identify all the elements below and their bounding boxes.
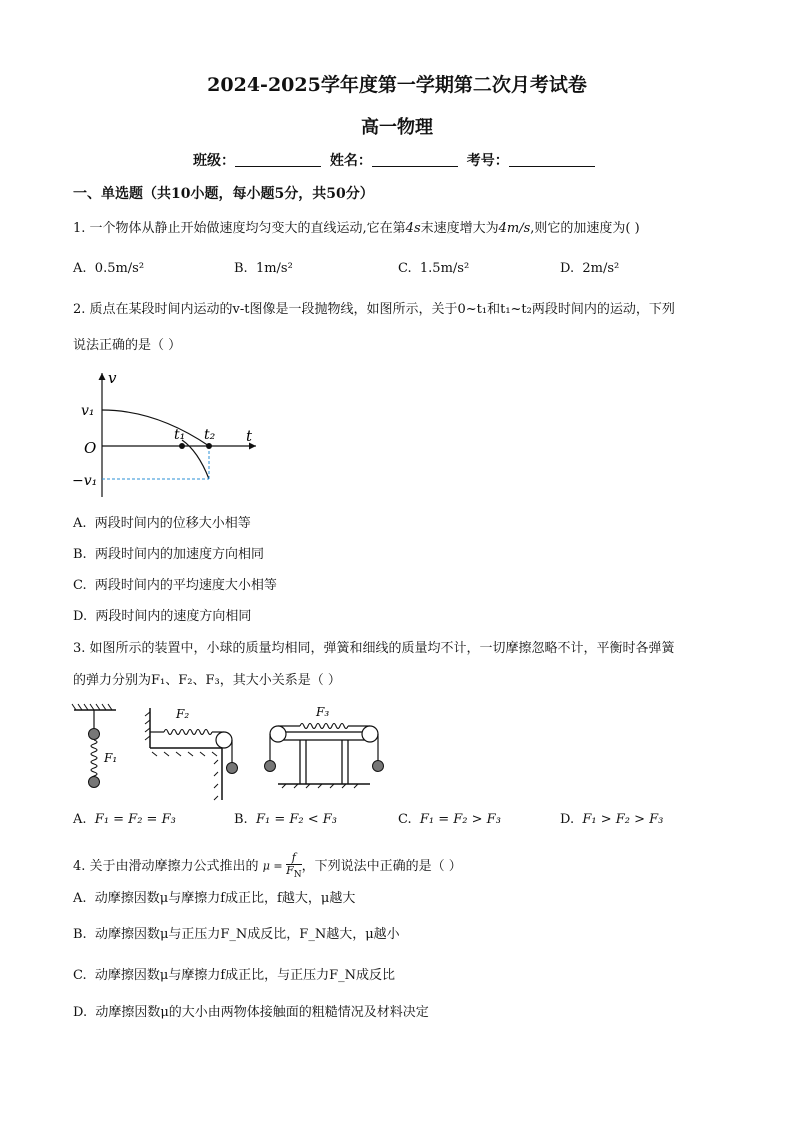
question-4: 4. 关于由滑动摩擦力公式推出的 μ = $\frac{f}{F_N}$ ，下列说法中正确的是（ ） (73, 851, 462, 881)
t2-label: t₂ (204, 427, 216, 443)
class-blank[interactable] (235, 152, 321, 167)
setup-3 (265, 705, 384, 788)
q1-time: 4s (405, 221, 421, 236)
q2-option-d[interactable]: D. 两段时间内的速度方向相同 (73, 609, 252, 624)
q2-option-b[interactable]: B. 两段时间内的加速度方向相同 (73, 547, 264, 562)
v-axis-label: v (108, 369, 117, 387)
q3-line-1: 3. 如图所示的装置中，小球的质量均相同，弹簧和细线的质量均不计，一切摩擦忽略不计，平衡时各弹簧 (73, 641, 675, 656)
name-label: 姓名： (329, 153, 372, 169)
pulley-2 (216, 732, 232, 748)
parabola-curve-1 (102, 410, 209, 446)
spring-apparatus-figure (68, 700, 398, 820)
f1-label: F₁ (104, 751, 118, 765)
friction-formula: μ = $\frac{f}{F_N}$ (262, 851, 302, 881)
q2-option-c[interactable]: C. 两段时间内的平均速度大小相等 (73, 578, 277, 593)
q2-line-2: 说法正确的是（ ） (73, 338, 182, 353)
ball-3-right (373, 761, 384, 772)
v1-label: v₁ (81, 403, 95, 419)
q4-option-b[interactable]: B. 动摩擦因数μ与正压力F_N成反比，F_N越大，μ越小 (73, 927, 400, 942)
q4-option-a[interactable]: A. 动摩擦因数μ与摩擦力f成正比，f越大，μ越大 (73, 891, 356, 906)
table-top (280, 732, 368, 740)
section-heading: 一、单选题（共10小题，每小题5分，共50分） (73, 186, 374, 202)
q1-option-a[interactable]: A. 0.5m/s² (73, 261, 145, 276)
pulley-3-right (362, 726, 378, 742)
exam-subject: 高一物理 (361, 117, 433, 138)
q1-text-a: 1. 一个物体从静止开始做速度均匀变大的直线运动,它在第 (73, 221, 406, 236)
number-label: 考号： (466, 153, 509, 169)
f2-label: F₂ (176, 707, 190, 721)
exam-title: 2024-2025学年度第一学期第二次月考试卷 (207, 74, 587, 96)
q4-option-d[interactable]: D. 动摩擦因数μ的大小由两物体接触面的粗糙情况及材料决定 (73, 1005, 429, 1020)
class-label: 班级： (193, 153, 235, 169)
origin-label: O (84, 439, 97, 457)
q3-line-2: 的弹力分别为F₁、F₂、F₃，其大小关系是（ ） (73, 673, 341, 688)
pulley-3-left (270, 726, 286, 742)
q4-option-c[interactable]: C. 动摩擦因数μ与摩擦力f成正比，与正压力F_N成反比 (73, 968, 396, 983)
question-1 (73, 220, 640, 238)
setup-1 (72, 704, 117, 788)
ball-2 (227, 763, 238, 774)
f3-label: F₃ (316, 705, 330, 719)
t2-point (206, 443, 212, 449)
setup-2 (145, 707, 238, 800)
number-blank[interactable] (509, 152, 595, 167)
q1-text-c: ,则它的加速度为( ) (530, 221, 640, 236)
ball-1-lower (89, 777, 100, 788)
ball-3-left (265, 761, 276, 772)
spring-2 (164, 730, 212, 735)
q1-option-b[interactable]: B. 1m/s² (234, 261, 293, 276)
name-blank[interactable] (372, 152, 458, 167)
q2-option-a[interactable]: A. 两段时间内的位移大小相等 (73, 516, 251, 531)
vt-graph (70, 365, 270, 505)
spring-3 (300, 724, 348, 729)
q3-option-d[interactable]: D. F₁ > F₂ > F₃ (560, 812, 664, 827)
q1-option-c[interactable]: C. 1.5m/s² (398, 261, 470, 276)
t-axis-label: t (246, 427, 253, 445)
q1-speed: 4m/s (498, 221, 531, 236)
neg-v1-label: −v₁ (72, 473, 98, 489)
q3-option-a[interactable]: A. F₁ = F₂ = F₃ (73, 812, 176, 827)
q1-text-b: 末速度增大为 (420, 221, 499, 236)
ball-1-upper (89, 729, 100, 740)
q1-option-d[interactable]: D. 2m/s² (560, 261, 620, 276)
t1-point (179, 443, 185, 449)
t1-label: t₁ (174, 427, 186, 443)
q3-option-b[interactable]: B. F₁ = F₂ < F₃ (234, 812, 337, 827)
q3-option-c[interactable]: C. F₁ = F₂ > F₃ (398, 812, 501, 827)
q2-line-1: 2. 质点在某段时间内运动的v-t图像是一段抛物线，如图所示，关于0~t₁和t₁~t₂两段时间内的运动，下列 (73, 302, 675, 317)
student-info-line (193, 150, 599, 170)
